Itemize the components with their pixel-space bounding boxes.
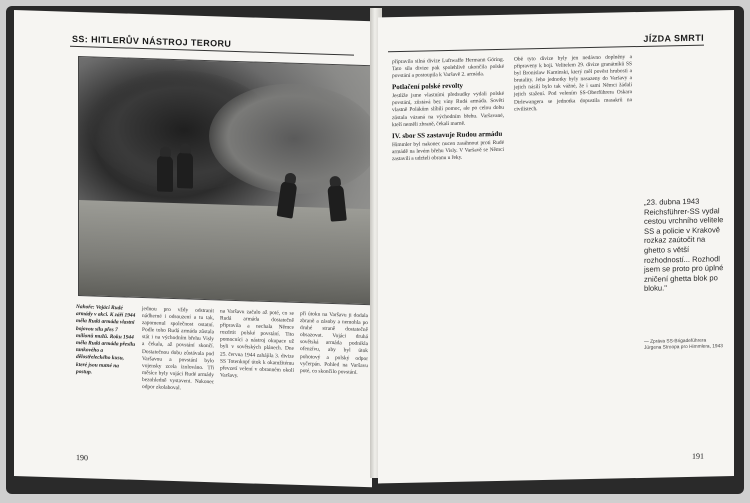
field-ground: [79, 200, 372, 304]
right-page: [378, 10, 734, 483]
paragraph: Jestliže jsme vlastními předsudky vydali polské povstání, zůstává bez viny Rudá armáda. Sověti vlastně Polákům slíbili pomoc, ale po celou dobu zůstala vázaná na východním břehu. Varšavané, kteří neměli zbraně, čekali marně.: [392, 91, 504, 128]
left-running-header: SS: HITLERŮV NÁSTROJ TERORU: [72, 33, 232, 49]
soldier-figure: [327, 185, 347, 222]
right-running-header: JÍZDA SMRTI: [643, 32, 704, 44]
left-text-column-3: při útoku na Varšavu ji dodala zbraně a zásoby a nemohla po druhé straně dostatečně obsazovat. Vojáci druhá sovětská armáda podnikla ofenzívu, aby byl útok pohotový a polský odpor vyčerpán. Pohled na Varšavu poté, co skončilo povstání.: [300, 310, 368, 376]
pull-quote-source: — Zpráva SS-Brigadeführera Jürgena Stroopa pro Himmlera, 1943: [644, 338, 723, 351]
section-heading: Potlačení polské revolty: [392, 81, 464, 92]
paragraph: Himmler byl nakonec nucen zasáhnout proti Rudé armádě na levém břehu Visly. V Varšavě se Němci zastavili a udrželi obranu u řeky.: [392, 139, 504, 163]
soldier-figure: [157, 155, 173, 192]
soldier-figure: [177, 152, 193, 189]
photo-caption: Nahoře: Vojáci Rudé armády v akci. K září 1944 měla Rudá armáda vlastní bojovou sílu přes 7 milionů mužů. Roku 1944 měla Rudá armáda přesilu tankového a dělostřeleckého kusu, které jsou nutné na postup.: [76, 303, 136, 376]
right-text-column-1: [392, 57, 504, 479]
section-heading: IV. sbor SS zastavuje Rudou armádu: [392, 129, 503, 140]
left-text-column-2: na Varšavu začalo až poté, co se Rudá armáda dostatečně připravila a nechala Němce rozdrtit polské povstání. Tito pomocníci a nástroj okupace už byli v sovětských plánech. Dne 25. června 1944 zahájila 3. divize SS Totenkopf útok k okamžitému převzetí velení v obranném okolí Varšavy.: [220, 308, 294, 379]
left-page: [14, 10, 372, 487]
pull-quote: „23. dubna 1943 Reichsführer-SS vydal cestou vrchního velitele SS a policie v Krakově rozkaz zaútočit na ghetto s větší rozhodností... Rozhodl jsem se proto pro úplné zničení ghetta blok po bloku.": [644, 196, 724, 294]
paragraph: připravila silná divize Luftwaffe Hermann Göring. Tato síla divize pak spolehlivě ukončila polské povstání a postoupila k Varšavě 2. armáda.: [392, 56, 504, 80]
right-text-column-2: Obě tyto divize byly jen nedávno doplněny a připraveny k boji. Velitelem 29. divize granátníků SS byl Bronislaw Kaminski, který měl pověst hrubosti a brutality. Jeho jednotky byly nasazeny do Varšavy a jejich násilí bylo tak vážné, že i sami Němci žádali jejich stažení. Pod velením SS-Oberführera Oskara Dirlewangera se jednotka dopustila masakrů na civilistech.: [514, 54, 632, 113]
soldiers-photo: [78, 56, 372, 306]
left-page-number: 190: [76, 452, 88, 463]
left-text-column-1: jednou pro vždy odstranit nádherné i odsouzení a tu tak, zapomenul společnost ostatní. Podle toho Rudá armáda zůstala stát i na východním břehu Visly a čekala, až povstání skončí. Dostatečnou dobu zůstávala pod Varšavou a povstání bylo vojensky zcela izolováno. Tři měsíce byly vojáci Rudé armády bezohledně vystaveni. Nakonec odpor zkolaboval.: [142, 306, 214, 392]
right-page-number: 191: [692, 451, 704, 461]
right-header-rule: [388, 45, 704, 53]
